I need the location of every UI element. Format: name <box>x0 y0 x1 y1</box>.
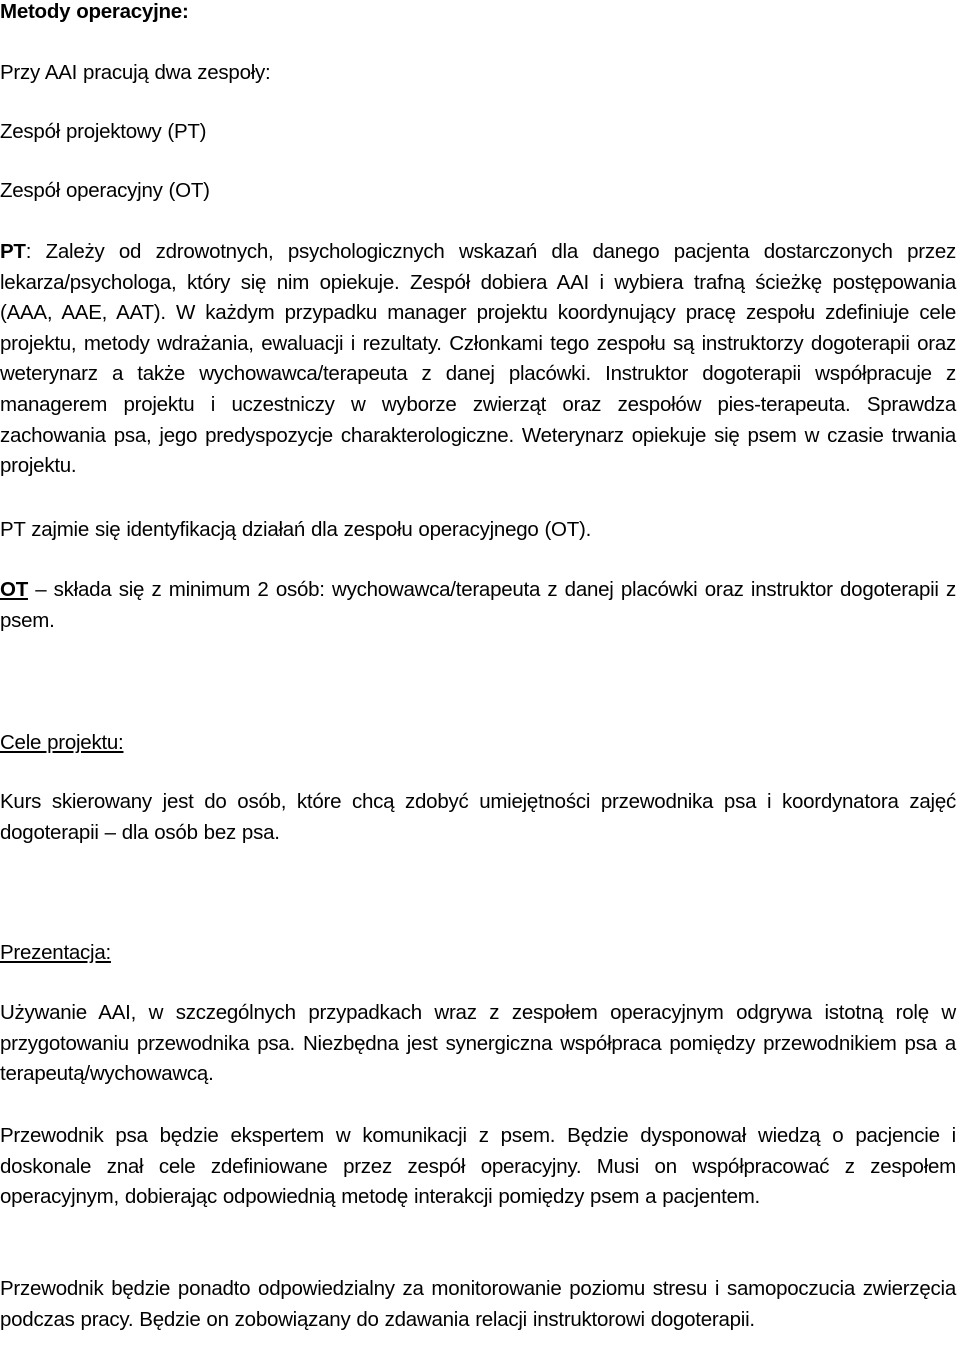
ot-label: OT <box>0 578 28 601</box>
section-title-cele: Cele projektu: <box>0 731 124 754</box>
cele-paragraph: Kurs skierowany jest do osób, które chcą zdobyć umiejętności przewodnika psa i koordynatora zajęć dogoterapii – dla osób bez psa. <box>0 790 956 844</box>
ot-text: – składa się z minimum 2 osób: wychowawca/terapeuta z danej placówki oraz instruktor dogoterapii z psem. <box>0 578 956 632</box>
pt-label: PT <box>0 240 26 263</box>
pt-text: : Zależy od zdrowotnych, psychologicznych wskazań dla danego pacjenta dostarczonych przez lekarza/psychologa, który się nim opiekuje. Zespół dobiera AAI i wybiera trafną ścieżkę postępowania (AAA, AAE, AAT). W każdym przypadku manager projektu koordynujący pracę zespołu zdefiniuje cele projektu, metody wdrażania, ewaluacji i rezultaty. Członkami tego zespołu są instruktorzy dogoterapii oraz weterynarz a także wychowawca/terapeuta z danej placówki. Instruktor dogoterapii współpracuje z managerem projektu i uczestniczy w wyborze zwierząt oraz zespołów pies-terapeuta. Sprawdza zachowania psa, jego predyspozycje charakterologiczne. Weterynarz opiekuje się psem w czasie trwania projektu. <box>0 240 956 478</box>
prezentacja-paragraph-3: Przewodnik będzie ponadto odpowiedzialny za monitorowanie poziomu stresu i samopoczucia zwierzęcia podczas pracy. Będzie on zobowiązany do zdawania relacji instruktorowi dogoterapii. <box>0 1277 956 1331</box>
pt-ot-paragraph: PT zajmie się identyfikacją działań dla zespołu operacyjnego (OT). <box>0 518 592 541</box>
prezentacja-paragraph-1: Używanie AAI, w szczególnych przypadkach wraz z zespołem operacyjnym odgrywa istotną rolę w przygotowaniu przewodnika psa. Niezbędna jest synergiczna współpraca pomiędzy przewodnikiem psa a terapeutą/wychowawcą. <box>0 1001 956 1086</box>
prezentacja-paragraph-2: Przewodnik psa będzie ekspertem w komunikacji z psem. Będzie dysponował wiedzą o pacjencie i doskonale znał cele zdefiniowane przez zespół operacyjny. Musi on współpracować z zespołem operacyjnym, dobierając odpowiednią metodę interakcji pomiędzy psem a pacjentem. <box>0 1124 956 1209</box>
intro-text: Przy AAI pracują dwa zespoły: <box>0 61 271 84</box>
team-project-item: Zespół projektowy (PT) <box>0 120 207 143</box>
team-operational-item: Zespół operacyjny (OT) <box>0 179 210 202</box>
section-title-prezentacja: Prezentacja: <box>0 941 111 964</box>
ot-paragraph <box>0 575 956 636</box>
pt-paragraph <box>0 237 956 482</box>
section-title-metody: Metody operacyjne: <box>0 0 189 23</box>
